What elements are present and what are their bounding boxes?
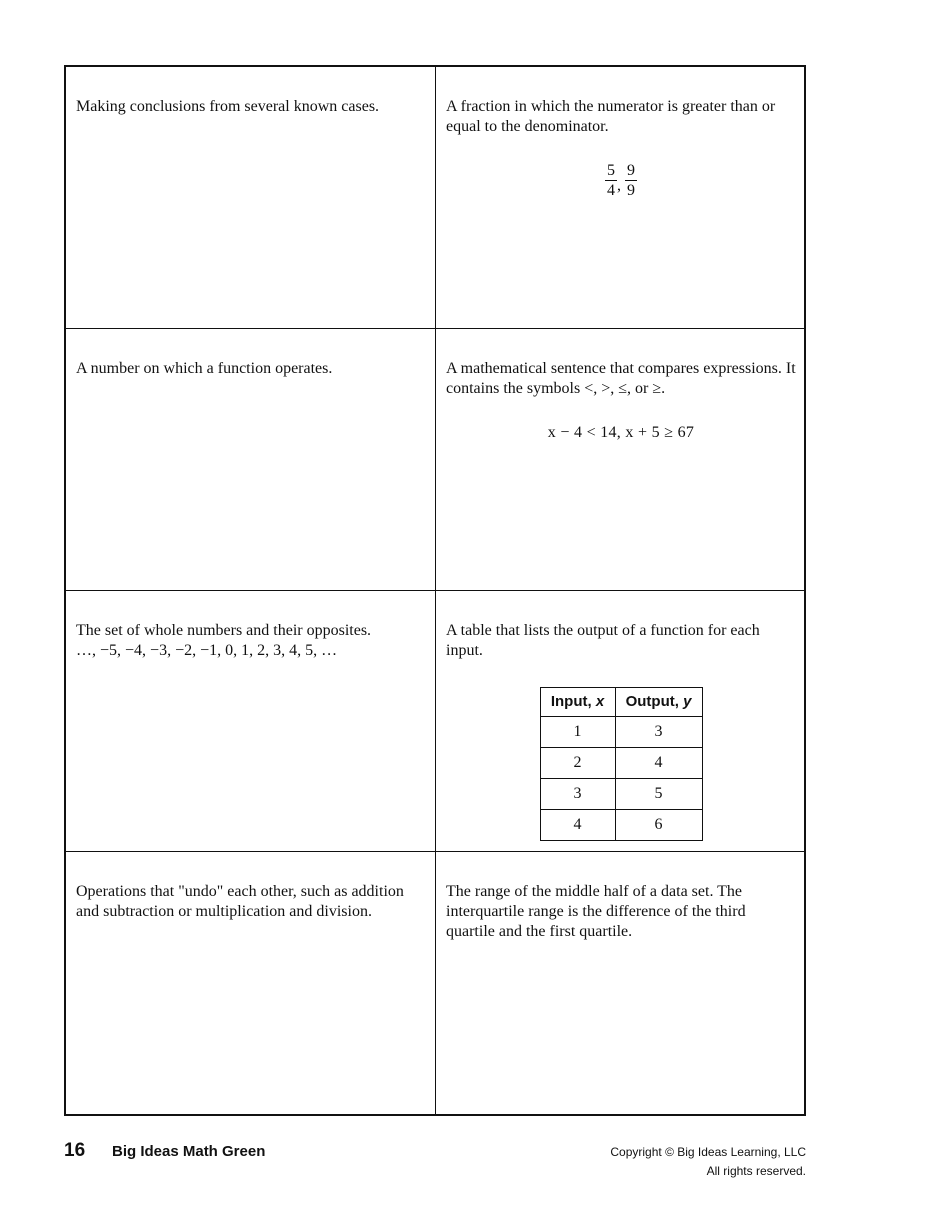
table-row: 3 5 [540, 778, 702, 809]
flash-card-grid [64, 65, 806, 1116]
fraction-examples [446, 161, 796, 200]
rights-text: All rights reserved. [706, 1164, 806, 1178]
card-text: Operations that "undo" each other, such as addition and subtraction or multiplication and division. [76, 883, 404, 921]
card-text: The range of the middle half of a data set. The interquartile range is the difference of the third quartile and the first quartile. [446, 883, 746, 941]
card-integers [66, 591, 436, 853]
table-row: 1 3 [540, 716, 702, 747]
table-row: 2 4 [540, 747, 702, 778]
card-interquartile-range [436, 852, 806, 1114]
fraction [605, 161, 617, 200]
card-text: A number on which a function operates. [76, 359, 333, 377]
separator: , [617, 176, 621, 194]
copyright-text: Copyright © Big Ideas Learning, LLC [610, 1145, 806, 1159]
card-inductive-reasoning [66, 67, 436, 329]
card-inequality [436, 329, 806, 591]
page-number: 16 [64, 1140, 86, 1161]
copyright-notice [610, 1143, 806, 1181]
card-text: A mathematical sentence that compares expressions. It contains the symbols <, >, ≤, or ≥. [446, 359, 796, 397]
integers-example: …, −5, −4, −3, −2, −1, 0, 1, 2, 3, 4, 5, … [76, 641, 338, 659]
book-title: Big Ideas Math Green [112, 1143, 266, 1160]
card-inverse-operations [66, 852, 436, 1114]
card-text: The set of whole numbers and their opposites. [76, 621, 372, 639]
card-text: A fraction in which the numerator is greater than or equal to the denominator. [446, 98, 776, 135]
column-header-input: Input, x [540, 687, 615, 716]
column-header-output: Output, y [615, 687, 702, 716]
card-text: A table that lists the output of a function for each input. [446, 621, 760, 659]
numerator: 5 [607, 162, 615, 179]
numerator: 9 [627, 162, 635, 179]
inequality-example: x − 4 < 14, x + 5 ≥ 67 [547, 423, 695, 441]
input-output-table [540, 687, 703, 841]
table-row: 4 6 [540, 809, 702, 840]
fraction [625, 161, 637, 200]
card-improper-fraction [436, 67, 806, 329]
card-text: Making conclusions from several known cases. [76, 98, 380, 115]
denominator: 9 [627, 182, 635, 199]
card-input-output-table [436, 591, 806, 853]
page-footer [64, 1140, 265, 1162]
denominator: 4 [607, 182, 615, 199]
card-input [66, 329, 436, 591]
